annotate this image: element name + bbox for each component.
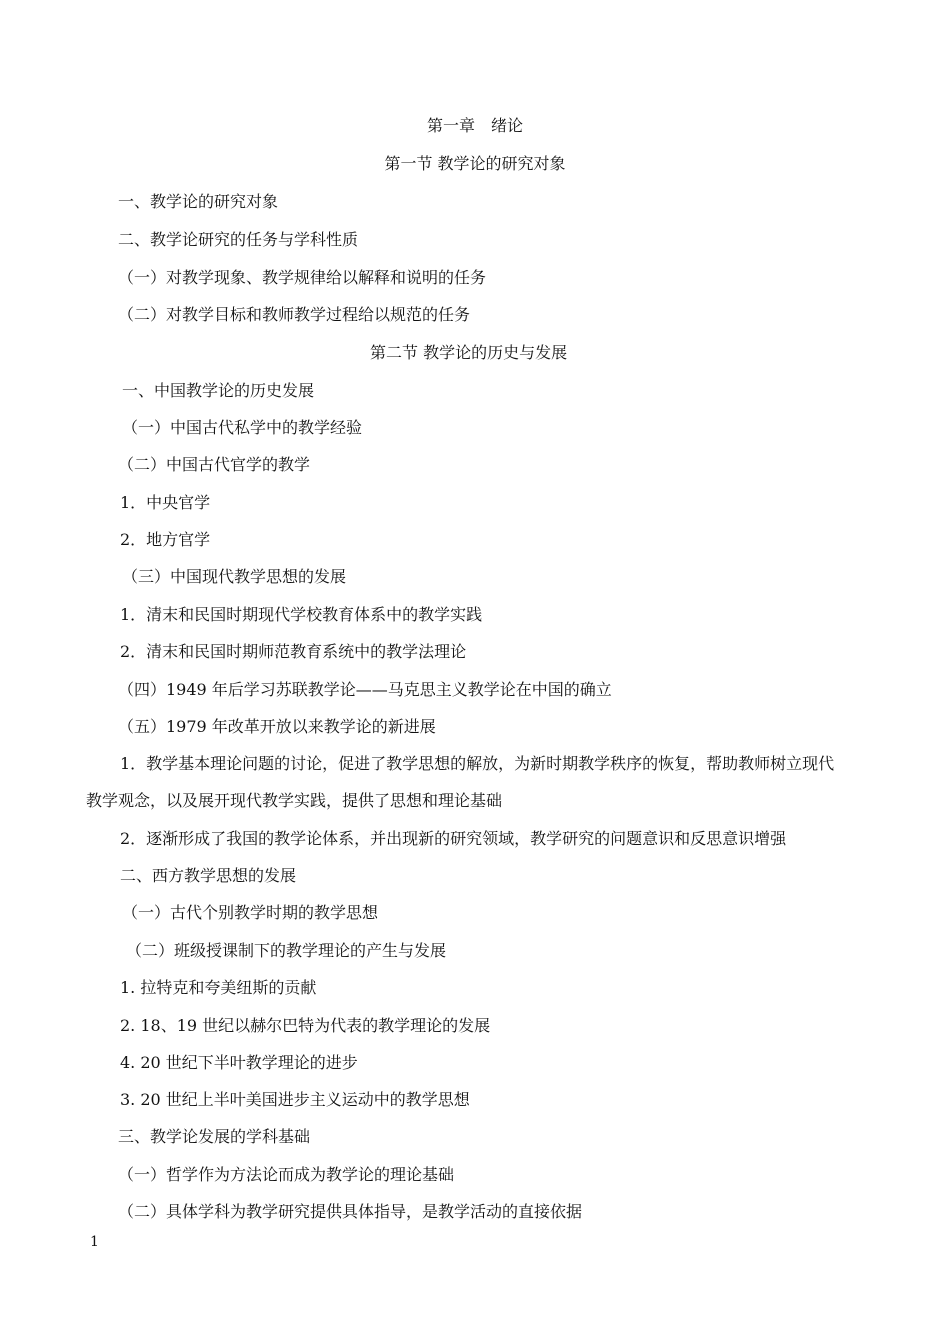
section-2-item: （一）哲学作为方法论而成为教学论的理论基础: [118, 1165, 455, 1184]
section-2-item: 三、教学论发展的学科基础: [118, 1127, 311, 1146]
section-2-item: 二、西方教学思想的发展: [120, 866, 297, 885]
section-2-item: 3. 20 世纪上半叶美国进步主义运动中的教学思想: [120, 1090, 470, 1109]
section-2-item: （五）1979 年改革开放以来教学论的新进展: [118, 717, 436, 736]
section-2-item: 2．清末和民国时期师范教育系统中的教学法理论: [120, 642, 467, 661]
section-1-item: （二）对教学目标和教师教学过程给以规范的任务: [118, 305, 471, 324]
section-1-item: 一、教学论的研究对象: [118, 192, 279, 211]
page-number: 1: [90, 1234, 99, 1250]
section-2-title: 第二节 教学论的历史与发展: [370, 343, 568, 362]
section-2-item: 4. 20 世纪下半叶教学理论的进步: [120, 1053, 358, 1072]
section-1-item: （一）对教学现象、教学规律给以解释和说明的任务: [118, 268, 487, 287]
section-2-item: 2．逐渐形成了我国的教学论体系，并出现新的研究领域，教学研究的问题意识和反思意识增强: [120, 829, 787, 848]
section-2-item: 2. 18、19 世纪以赫尔巴特为代表的教学理论的发展: [120, 1016, 491, 1035]
section-1-title: 第一节 教学论的研究对象: [384, 154, 566, 173]
section-2-item: 2．地方官学: [120, 530, 211, 549]
section-2-item: （一）中国古代私学中的教学经验: [122, 418, 363, 437]
section-2-item: 教学观念，以及展开现代教学实践，提供了思想和理论基础: [86, 791, 503, 810]
section-2-item: （四）1949 年后学习苏联教学论——马克思主义教学论在中国的确立: [118, 680, 612, 699]
section-2-item: （二）中国古代官学的教学: [118, 455, 311, 474]
section-2-item: （二）班级授课制下的教学理论的产生与发展: [126, 941, 447, 960]
section-2-item: 1. 拉特克和夸美纽斯的贡献: [120, 978, 317, 997]
section-2-item: （一）古代个别教学时期的教学思想: [122, 903, 379, 922]
section-1-item: 二、教学论研究的任务与学科性质: [118, 230, 359, 249]
section-2-item: （三）中国现代教学思想的发展: [122, 567, 347, 586]
section-2-item: 1．清末和民国时期现代学校教育体系中的教学实践: [120, 605, 483, 624]
section-2-item: 一、中国教学论的历史发展: [122, 381, 315, 400]
section-2-item: （二）具体学科为教学研究提供具体指导，是教学活动的直接依据: [118, 1202, 583, 1221]
section-2-item: 1．中央官学: [120, 493, 211, 512]
chapter-title: 第一章 绪论: [426, 116, 523, 135]
section-2-item: 1．教学基本理论问题的讨论，促进了教学思想的解放，为新时期教学秩序的恢复，帮助教师树立现代: [120, 754, 835, 773]
